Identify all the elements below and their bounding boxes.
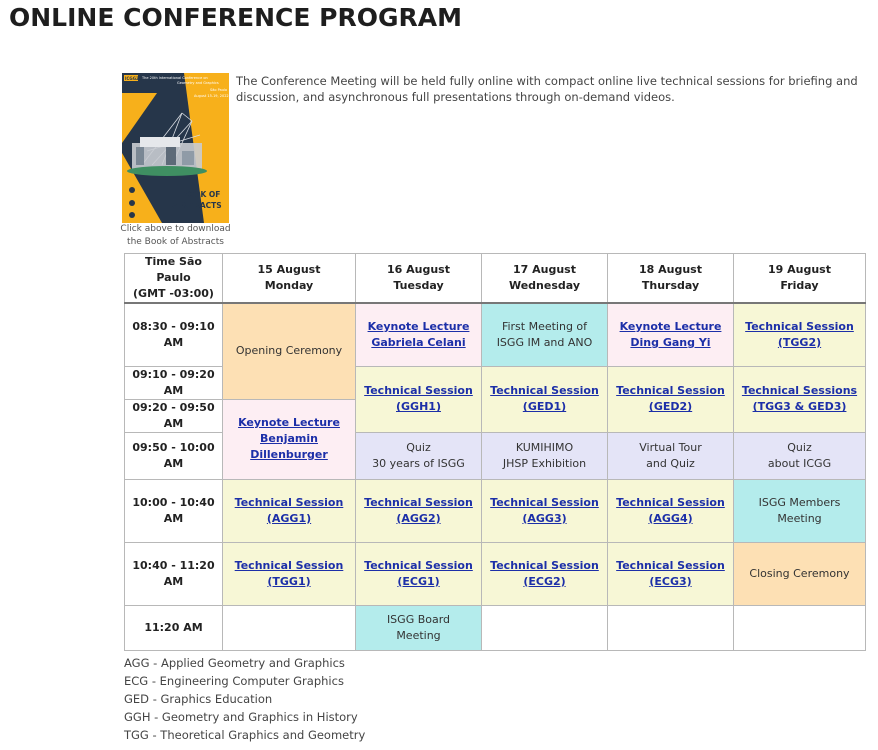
time-slot: 09:50 - 10:00 AM bbox=[125, 432, 223, 479]
intro-text: The Conference Meeting will be held fully online with compact online live technical sessions for briefing and discussion, and asynchronous full presentations through on-demand videos. bbox=[236, 74, 858, 104]
table-header-row bbox=[125, 254, 866, 304]
table-row bbox=[125, 605, 866, 650]
cover-illustration bbox=[122, 73, 229, 223]
session-ecg1-cell bbox=[356, 542, 482, 605]
session-ged1-cell bbox=[482, 366, 608, 432]
svg-text:ABSTRACTS: ABSTRACTS bbox=[172, 201, 222, 210]
session-agg4-link[interactable]: Technical Session (AGG4) bbox=[616, 495, 725, 525]
empty-cell bbox=[608, 605, 734, 650]
legend-item: TGG - Theoretical Graphics and Geometry bbox=[124, 728, 366, 742]
table-row bbox=[125, 542, 866, 605]
day-header-monday: 15 August Monday bbox=[223, 254, 356, 304]
schedule-table bbox=[124, 253, 866, 651]
empty-cell bbox=[482, 605, 608, 650]
session-ecg1-link[interactable]: Technical Session (ECG1) bbox=[364, 558, 473, 588]
session-agg3-link[interactable]: Technical Session (AGG3) bbox=[490, 495, 599, 525]
quiz-isgg-cell: Quiz 30 years of ISGG bbox=[356, 432, 482, 479]
time-column-header: Time São Paulo (GMT -03:00) bbox=[125, 254, 223, 304]
session-ggh1-link[interactable]: Technical Session (GGH1) bbox=[364, 384, 473, 413]
time-slot: 08:30 - 09:10 AM bbox=[125, 303, 223, 366]
svg-text:ICGG2022: ICGG2022 bbox=[125, 76, 148, 81]
keynote-celani-link[interactable]: Keynote Lecture Gabriela Celani bbox=[367, 319, 470, 349]
session-tgg3-ged3-cell bbox=[734, 366, 866, 432]
session-agg1-link[interactable]: Technical Session (AGG1) bbox=[234, 495, 344, 525]
cover-caption-line1: Click above to download bbox=[120, 224, 231, 234]
session-ecg3-link[interactable]: Technical Session (ECG3) bbox=[616, 558, 725, 588]
kumihimo-cell: KUMIHIMO JHSP Exhibition bbox=[482, 432, 608, 479]
session-ecg2-link[interactable]: Technical Session (ECG2) bbox=[490, 558, 599, 588]
session-ged2-link[interactable]: Technical Session (GED2) bbox=[616, 384, 725, 413]
time-slot: 10:00 - 10:40 AM bbox=[125, 479, 223, 542]
virtual-tour-cell: Virtual Tour and Quiz bbox=[608, 432, 734, 479]
opening-ceremony-cell: Opening Ceremony bbox=[223, 303, 356, 399]
session-ecg2-cell bbox=[482, 542, 608, 605]
time-slot: 11:20 AM bbox=[125, 605, 223, 650]
svg-text:Geometry and Graphics: Geometry and Graphics bbox=[177, 81, 219, 85]
quiz-icgg-cell: Quiz about ICGG bbox=[734, 432, 866, 479]
session-tgg1-link[interactable]: Technical Session (TGG1) bbox=[234, 558, 344, 588]
table-row bbox=[125, 479, 866, 542]
acronym-legend bbox=[124, 654, 365, 744]
book-of-abstracts-cover[interactable] bbox=[122, 73, 229, 223]
members-meeting-cell: ISGG Members Meeting bbox=[734, 479, 866, 542]
empty-cell bbox=[223, 605, 356, 650]
cover-caption-line2: the Book of Abstracts bbox=[127, 237, 224, 247]
legend-item: GGH - Geometry and Graphics in History bbox=[124, 710, 358, 724]
session-tgg3-ged3-link[interactable]: Technical Sessions (TGG3 & GED3) bbox=[741, 384, 858, 413]
session-ged2-cell bbox=[608, 366, 734, 432]
session-agg2-link[interactable]: Technical Session (AGG2) bbox=[364, 495, 473, 525]
keynote-dillenburger-cell bbox=[223, 399, 356, 479]
time-slot: 10:40 - 11:20 AM bbox=[125, 542, 223, 605]
session-agg3-cell bbox=[482, 479, 608, 542]
time-slot: 09:20 - 09:50 AM bbox=[125, 399, 223, 432]
first-meeting-cell: First Meeting of ISGG IM and ANO bbox=[482, 303, 608, 366]
table-row bbox=[125, 303, 866, 366]
session-tgg1-cell bbox=[223, 542, 356, 605]
keynote-celani-cell bbox=[356, 303, 482, 366]
empty-cell bbox=[734, 605, 866, 650]
legend-item: ECG - Engineering Computer Graphics bbox=[124, 674, 344, 688]
day-header-thursday: 18 August Thursday bbox=[608, 254, 734, 304]
keynote-dillenburger-link[interactable]: Keynote Lecture Benjamin Dillenburger bbox=[238, 416, 340, 461]
svg-text:The 20th International Confere: The 20th International Conference on bbox=[142, 76, 208, 80]
keynote-ding-link[interactable]: Keynote Lecture Ding Gang Yi bbox=[619, 319, 722, 349]
session-ecg3-cell bbox=[608, 542, 734, 605]
session-agg2-cell bbox=[356, 479, 482, 542]
legend-item: AGG - Applied Geometry and Graphics bbox=[124, 656, 345, 670]
legend-item: GED - Graphics Education bbox=[124, 692, 273, 706]
session-agg1-cell bbox=[223, 479, 356, 542]
session-agg4-cell bbox=[608, 479, 734, 542]
time-slot: 09:10 - 09:20 AM bbox=[125, 366, 223, 399]
day-header-friday: 19 August Friday bbox=[734, 254, 866, 304]
session-tgg2-cell bbox=[734, 303, 866, 366]
cover-caption bbox=[118, 223, 233, 249]
page-title: ONLINE CONFERENCE PROGRAM bbox=[9, 3, 462, 32]
closing-ceremony-cell: Closing Ceremony bbox=[734, 542, 866, 605]
session-ggh1-cell bbox=[356, 366, 482, 432]
svg-text:August 15-19, 2022: August 15-19, 2022 bbox=[194, 94, 229, 98]
day-header-wednesday: 17 August Wednesday bbox=[482, 254, 608, 304]
svg-text:BOOK OF: BOOK OF bbox=[182, 190, 221, 199]
board-meeting-cell: ISGG Board Meeting bbox=[356, 605, 482, 650]
svg-text:São Paulo: São Paulo bbox=[210, 88, 228, 92]
session-ged1-link[interactable]: Technical Session (GED1) bbox=[490, 384, 599, 413]
keynote-ding-cell bbox=[608, 303, 734, 366]
session-tgg2-link[interactable]: Technical Session (TGG2) bbox=[745, 319, 854, 349]
day-header-tuesday: 16 August Tuesday bbox=[356, 254, 482, 304]
